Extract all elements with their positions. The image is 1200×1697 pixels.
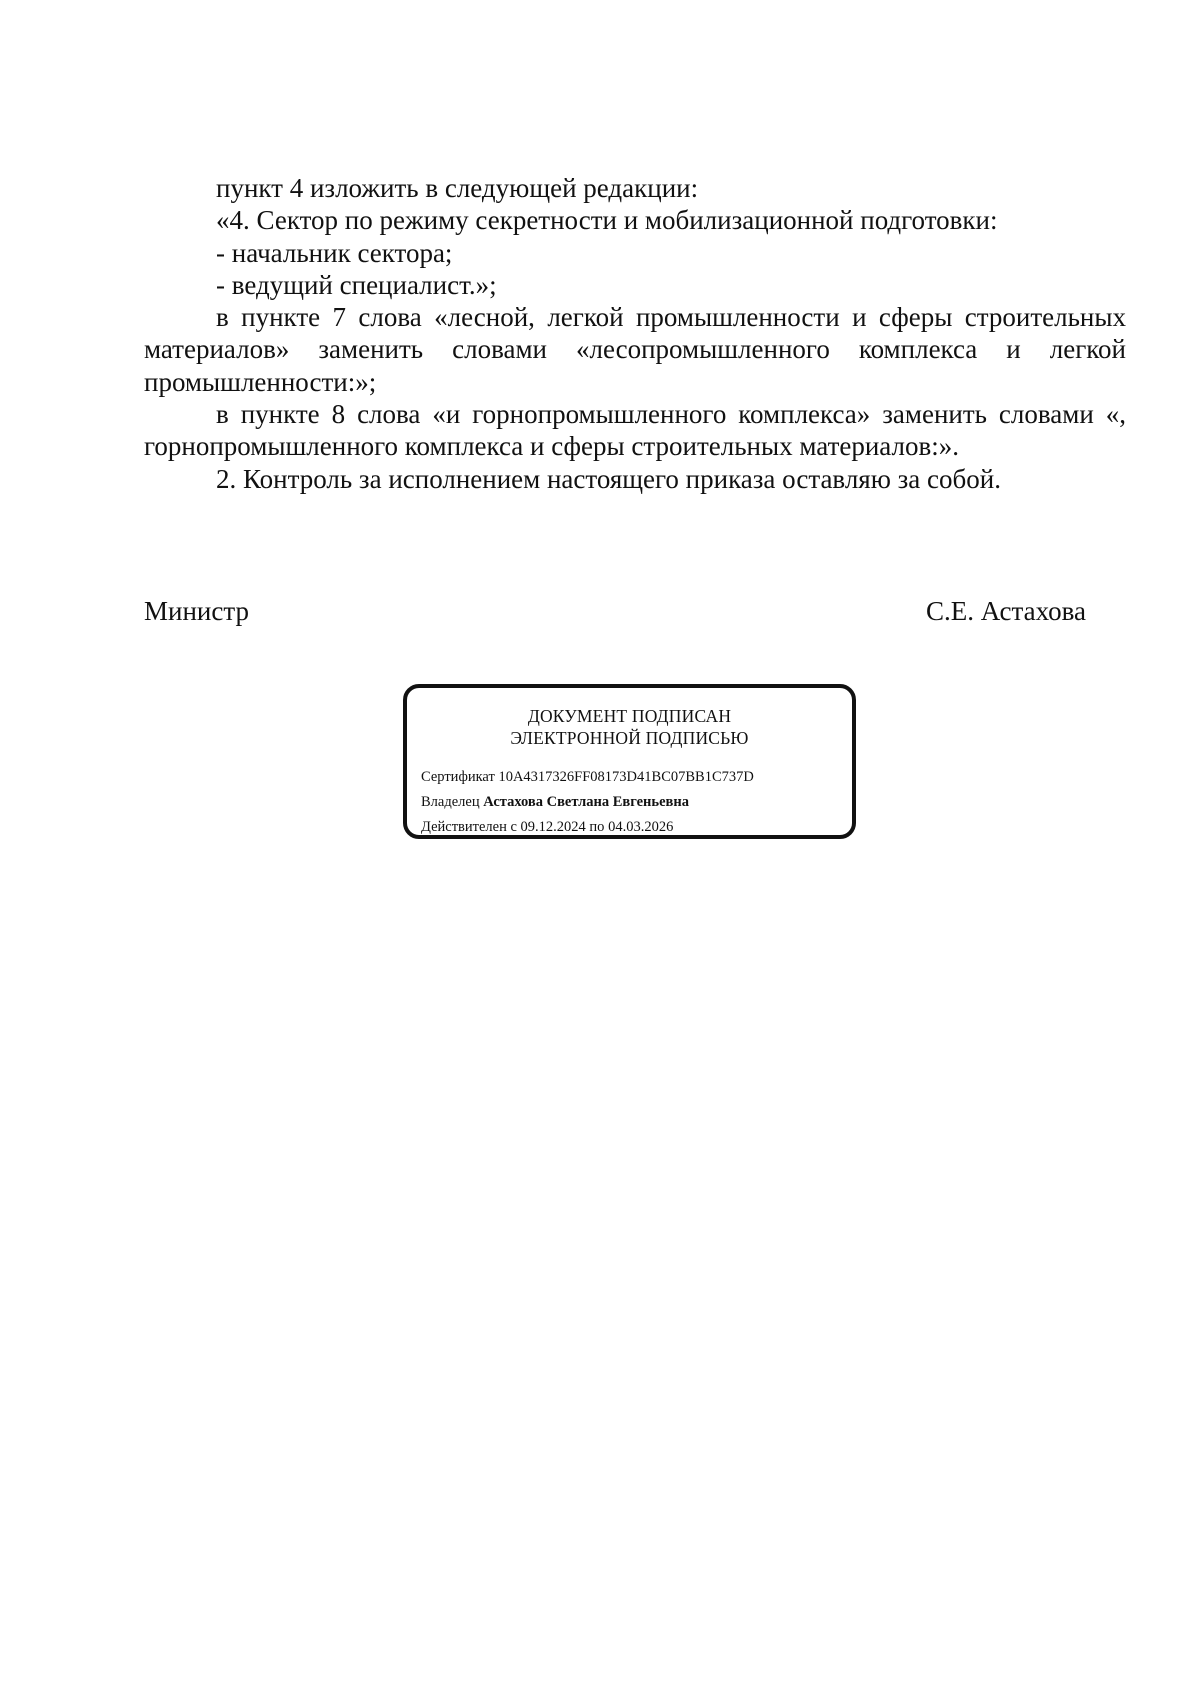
stamp-owner-value: Астахова Светлана Евгеньевна <box>483 794 689 810</box>
paragraph-sector-title: «4. Сектор по режиму секретности и мобилизационной подготовки: <box>216 205 998 236</box>
stamp-title-line: ЭЛЕКТРОННОЙ ПОДПИСЬЮ <box>510 728 749 748</box>
stamp-certificate-label: Сертификат <box>421 769 495 785</box>
stamp-valid-from: 09.12.2024 <box>520 819 586 835</box>
stamp-owner-row <box>421 793 689 811</box>
stamp-owner-label: Владелец <box>421 794 480 810</box>
electronic-signature-stamp <box>403 684 856 839</box>
stamp-certificate-row <box>421 768 754 786</box>
stamp-title <box>407 705 852 749</box>
stamp-title-line: ДОКУМЕНТ ПОДПИСАН <box>527 706 732 726</box>
paragraph-item-4-intro: пункт 4 изложить в следующей редакции: <box>216 173 699 203</box>
paragraph-sector-head: - начальник сектора; <box>216 237 453 268</box>
signatory-name: С.Е. Астахова <box>925 596 1086 626</box>
signatory-position: Министр <box>144 596 249 626</box>
stamp-valid-to: 04.03.2026 <box>608 819 674 835</box>
paragraph-control: 2. Контроль за исполнением настоящего приказа оставляю за собой. <box>216 463 1001 494</box>
stamp-valid-label: Действителен с <box>421 819 517 835</box>
signature-block <box>144 595 1086 627</box>
paragraph-item-8-change: в пункте 8 слова «и горнопромышленного комплекса» заменить словами «, горнопромышленного комплекса и сферы строительных материалов:». <box>144 399 1126 462</box>
stamp-valid-to-label: по <box>589 819 605 835</box>
stamp-validity-row <box>421 818 673 836</box>
paragraph-sector-specialist: - ведущий специалист.»; <box>216 269 497 300</box>
document-body <box>144 172 1126 495</box>
paragraph-item-7-change: в пункте 7 слова «лесной, легкой промышленности и сферы строительных материалов» заменить словами «лесопромышленного комплекса и легкой промышленности:»; <box>144 302 1126 397</box>
stamp-certificate-value: 10A4317326FF08173D41BC07BB1C737D <box>498 769 754 785</box>
